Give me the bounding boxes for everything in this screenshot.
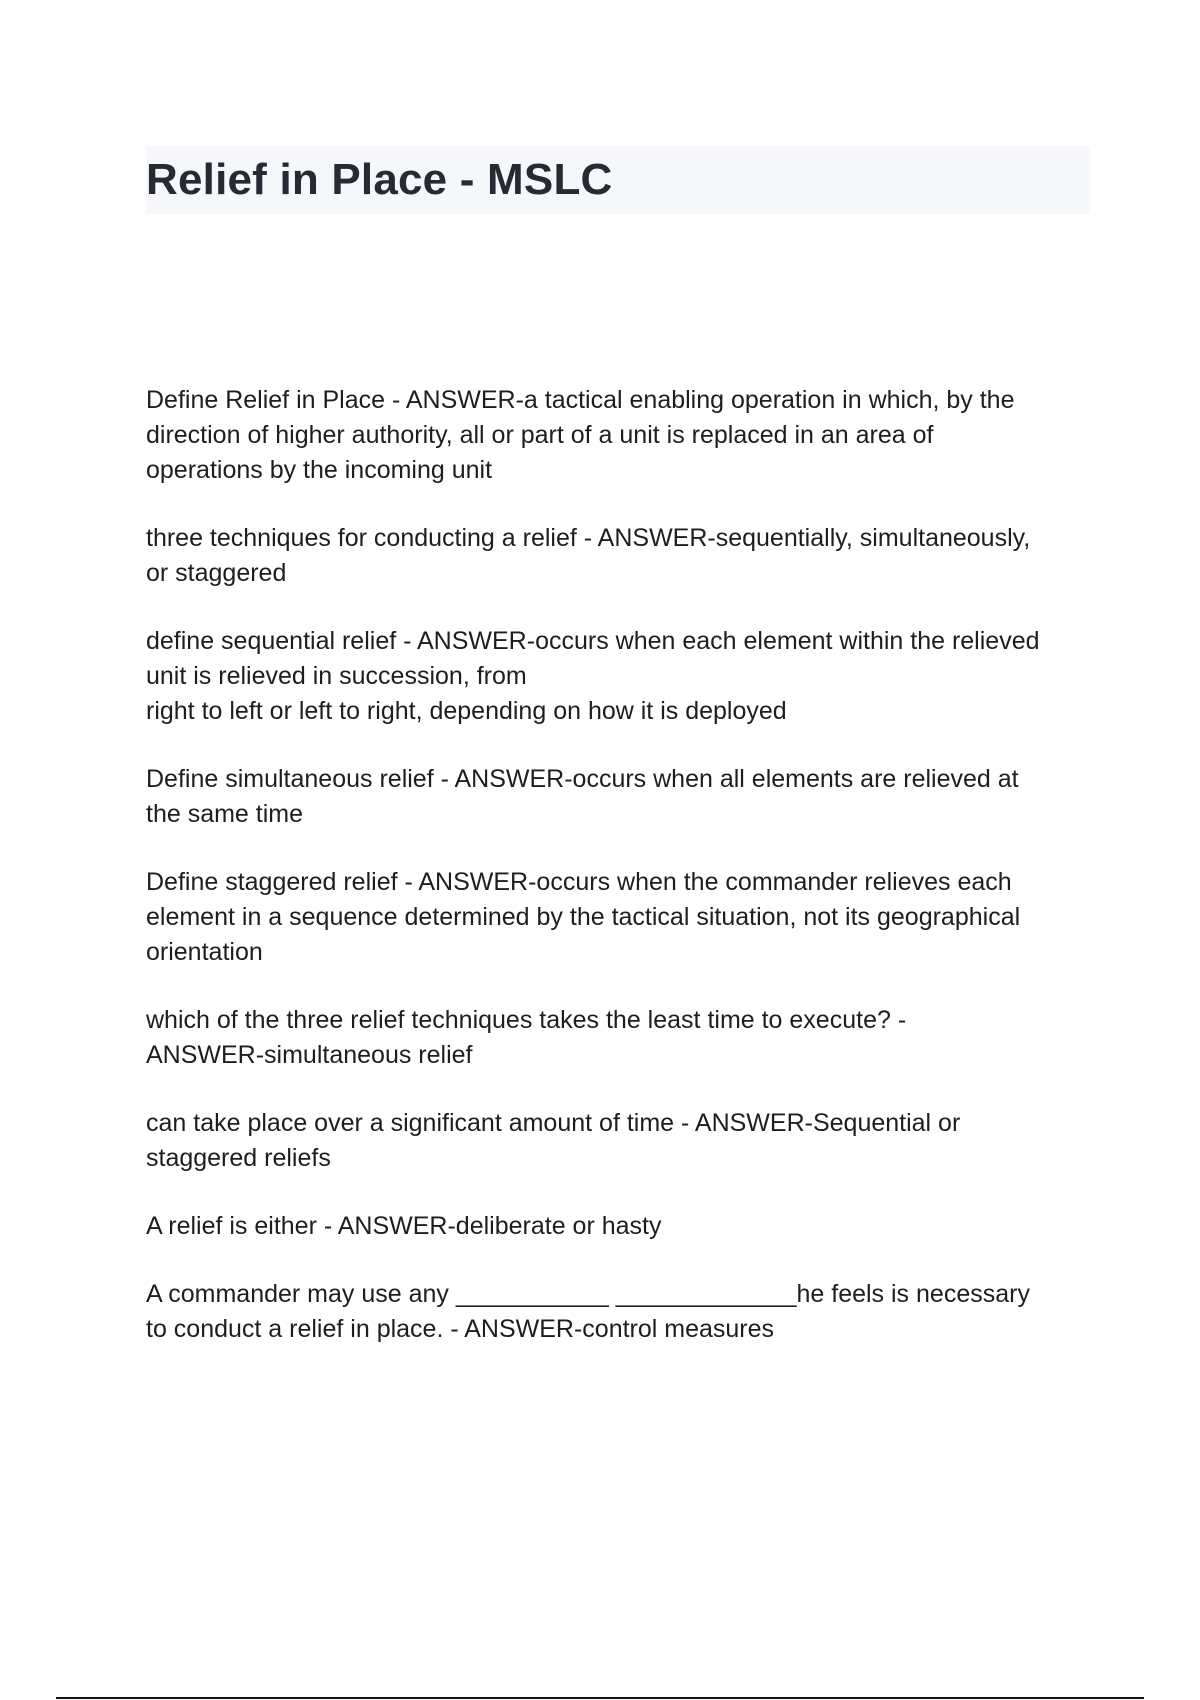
qa-line: orientation: [146, 938, 263, 966]
qa-line: Define Relief in Place - ANSWER-a tactical enabling operation in which, by the: [146, 386, 1015, 414]
qa-line: Define staggered relief - ANSWER-occurs when the commander relieves each: [146, 868, 1012, 896]
page-title: Relief in Place - MSLC: [146, 155, 613, 204]
qa-item-three-techniques: [146, 521, 1096, 591]
footer-divider: [56, 1697, 1144, 1699]
qa-line: or staggered: [146, 559, 287, 587]
qa-line: A commander may use any ___________ _____________he feels is necessary: [146, 1280, 1030, 1308]
qa-list: [146, 383, 1096, 1380]
qa-item-relief-types: [146, 1209, 1096, 1244]
qa-line: to conduct a relief in place. - ANSWER-control measures: [146, 1315, 775, 1343]
qa-line: Define simultaneous relief - ANSWER-occurs when all elements are relieved at: [146, 765, 1019, 793]
qa-line: operations by the incoming unit: [146, 456, 493, 484]
qa-line: ANSWER-simultaneous relief: [146, 1041, 473, 1069]
qa-item-sequential-relief: [146, 624, 1096, 729]
qa-line: A relief is either - ANSWER-deliberate or hasty: [146, 1212, 662, 1240]
qa-item-control-measures: [146, 1277, 1096, 1347]
qa-line: can take place over a significant amount of time - ANSWER-Sequential or: [146, 1109, 961, 1137]
qa-item-staggered-relief: [146, 865, 1096, 970]
qa-line: the same time: [146, 800, 304, 828]
qa-item-relief-in-place: [146, 383, 1096, 488]
qa-line: direction of higher authority, all or part of a unit is replaced in an area of: [146, 421, 934, 449]
qa-line: define sequential relief - ANSWER-occurs when each element within the relieved: [146, 627, 1040, 655]
qa-line: which of the three relief techniques takes the least time to execute? -: [146, 1006, 907, 1034]
qa-item-significant-time: [146, 1106, 1096, 1176]
qa-item-least-time: [146, 1003, 1096, 1073]
qa-line: right to left or left to right, depending on how it is deployed: [146, 697, 787, 725]
qa-line: three techniques for conducting a relief - ANSWER-sequentially, simultaneously,: [146, 524, 1031, 552]
qa-line: unit is relieved in succession, from: [146, 662, 527, 690]
qa-line: element in a sequence determined by the tactical situation, not its geographical: [146, 903, 1021, 931]
title-banner: [146, 146, 1090, 214]
qa-line: staggered reliefs: [146, 1144, 331, 1172]
qa-item-simultaneous-relief: [146, 762, 1096, 832]
